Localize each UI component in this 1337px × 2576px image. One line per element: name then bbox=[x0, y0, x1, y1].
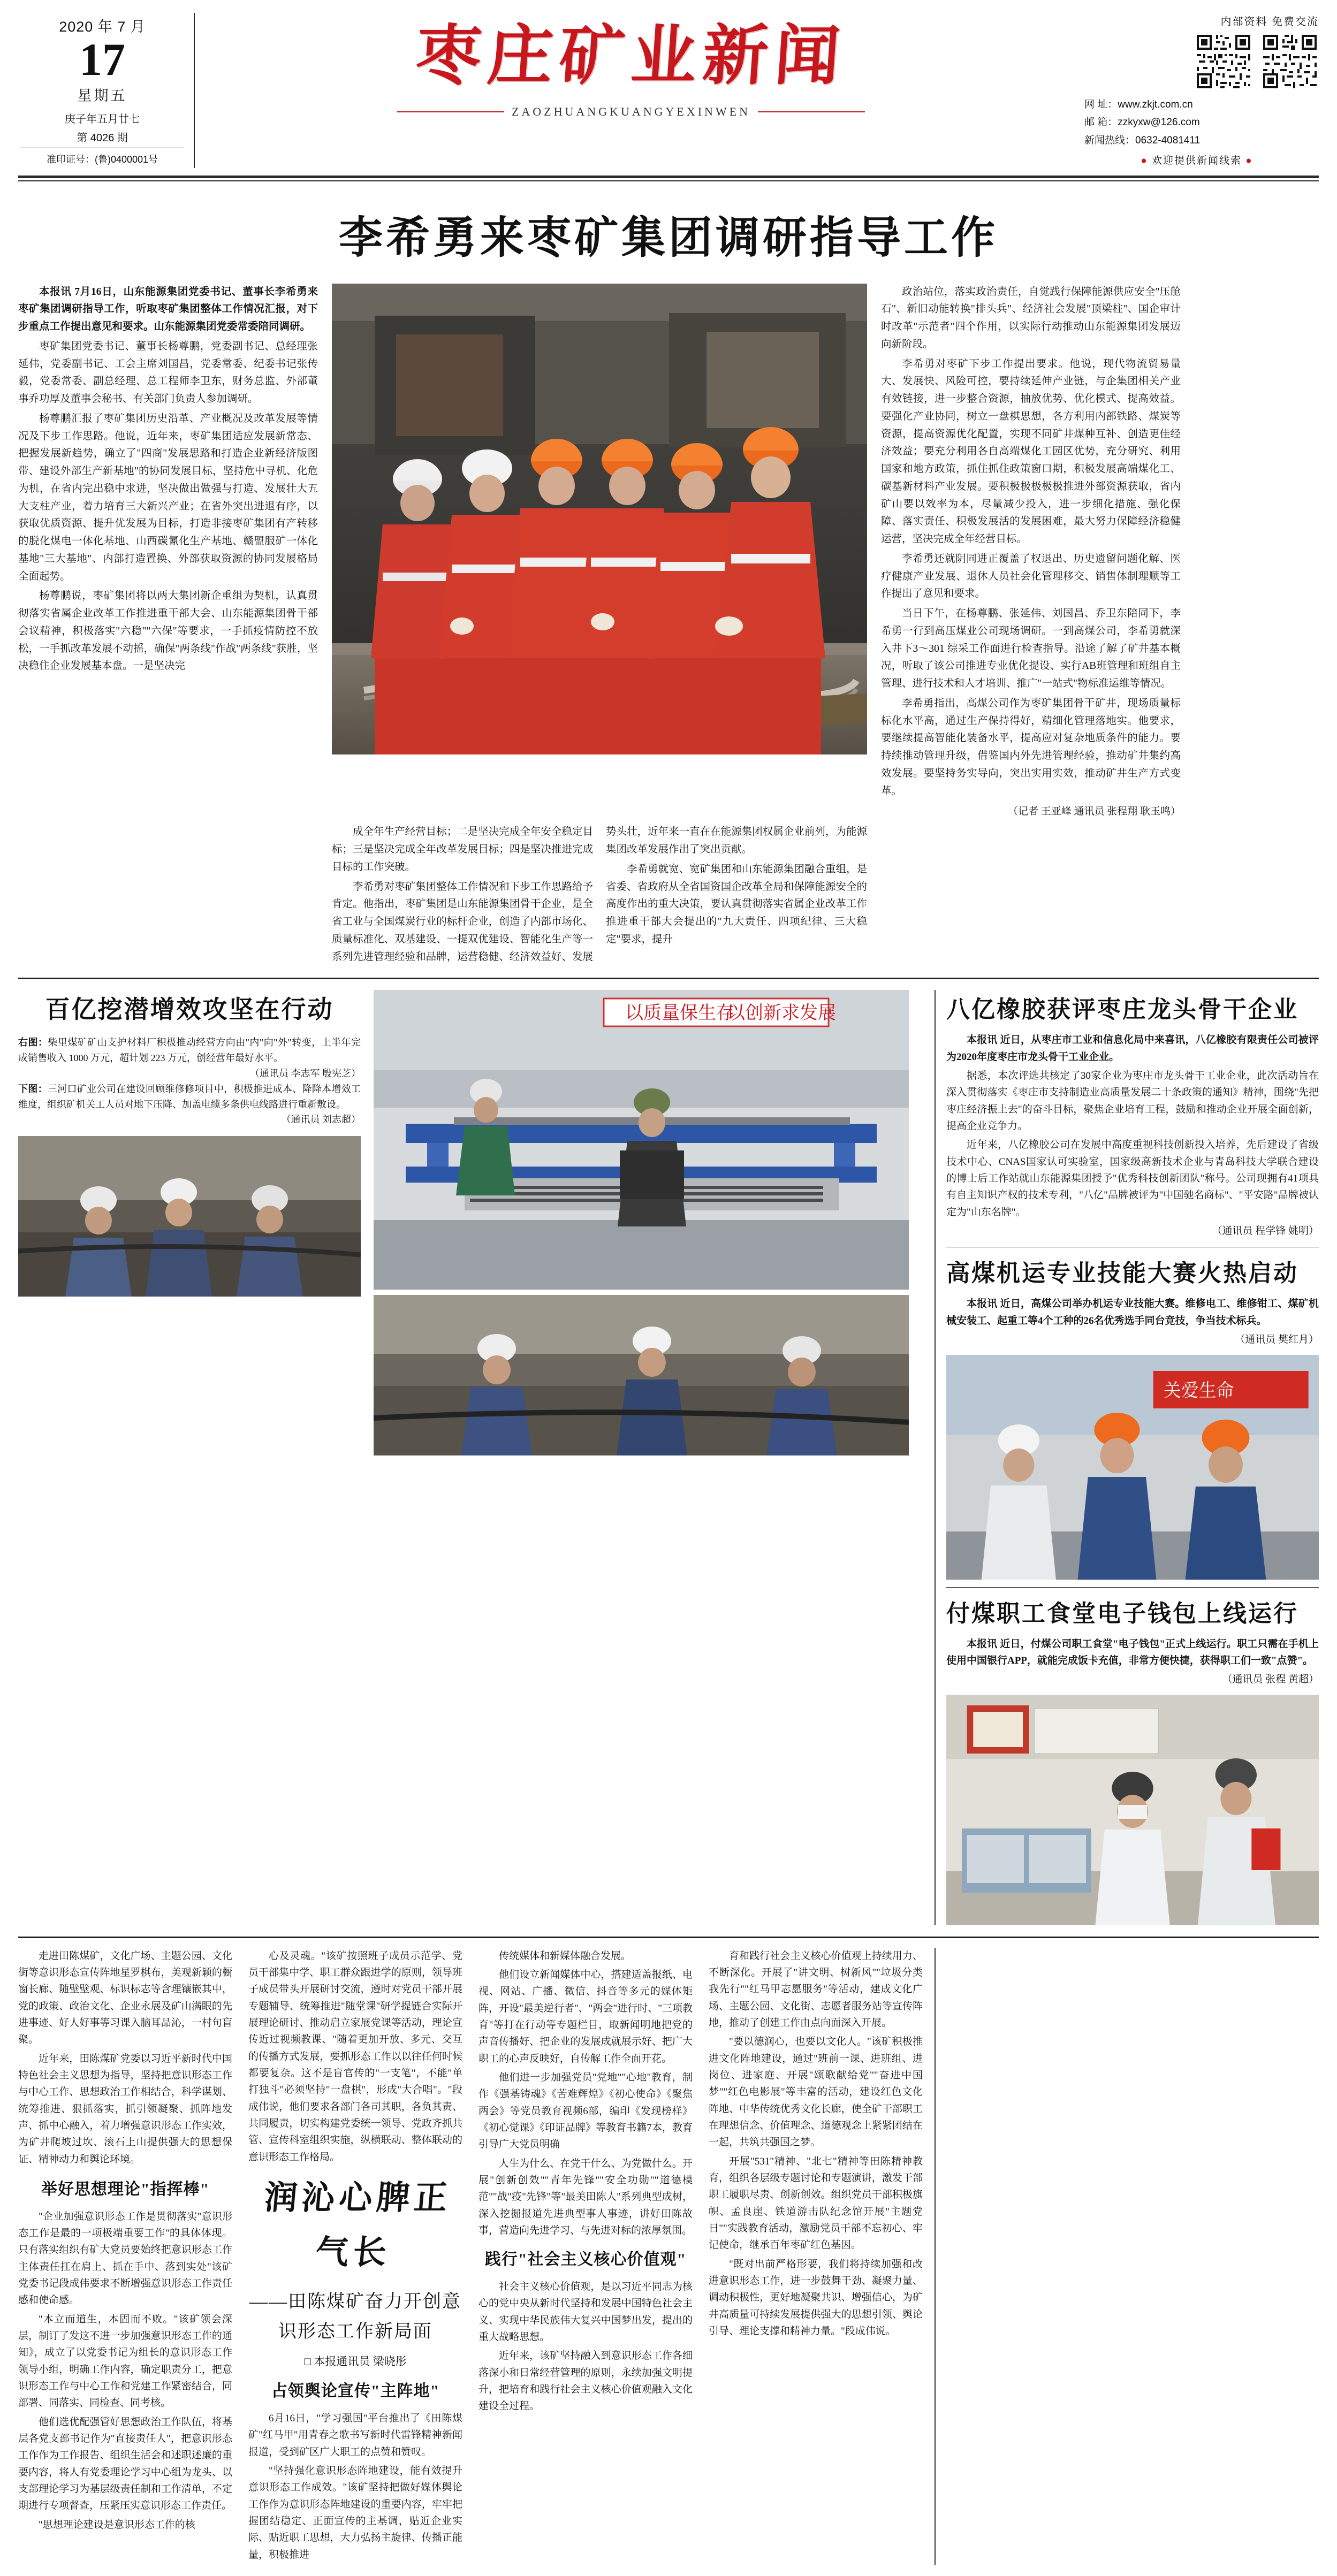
paragraph: 李希勇就宽、宽矿集团和山东能源集团融合重组，是省委、省政府从全省国资国企改革全局和保障能源安全的高度作出的重大决策，要认真贯彻落实省属企业改革工作推进重干部大会提出的"九大责任、四项纪律、三大稳定"要求，提升 bbox=[606, 863, 867, 945]
paragraph: 近年来，田陈煤矿党委以习近平新时代中国特色社会主义思想为指导，坚持把意识形态工作与中心工作、思想政治工作相结合，科学谋划、统筹推进、狠抓落实，抓引领凝聚、抓阵地发声、抓中心融入，着力增强意识形态工作实效，为矿井爬坡过坎、滚石上山提供强大的思想保证、精神动力和舆论环境。 bbox=[18, 2053, 232, 2165]
paragraph: 李希勇对枣矿下步工作提出要求。他说，现代物流贸易量大、发展快、风险可控，要持续延伸产业链，与企集团相关产业有效链接，进一步整合资源，抽放优势、优化模式、提高效益。要强化产业协同，树立一盘棋思想，各方利用内部铁路、煤炭等资源，提高资源优化配置，实现不同矿井煤种互补、创造更佳经济效益；要充分利用各自高端煤化工园区优势，充分研究、利用国家和地方政策，抓住抓住政策窗口期，积极发展高端煤化工、碳基新材料产业发展。要积极极极极极推进外部资源获取，省内矿山要以效率为本，尽量减少投入，进一步细化措施、强化保障、落实责任、积极发展活的发展困难，最大努力保障经济稳健运营，坚决完成全年经营目标。 bbox=[881, 358, 1181, 545]
feature-brush-title: 润沁心脾正气长 bbox=[262, 2180, 453, 2272]
qr-code-row bbox=[1075, 33, 1319, 90]
paragraph: 人生为什么、在党干什么、为党做什么。开展"创新创效""青年先锋""安全功勋""道德模范""战"疫"先锋"等"最美田陈人"系列典型成树，深入挖掘报道先进典型事人事迹，讲好田陈故事，营造向先进学习、与先进对标的浓厚氛围。 bbox=[478, 2158, 693, 2237]
cable-laying-photo-graphic bbox=[374, 1295, 909, 1455]
cable-work-photo bbox=[18, 1136, 361, 1297]
cable-laying-photo bbox=[374, 1295, 909, 1455]
workshop-photo-graphic bbox=[374, 990, 909, 1290]
paragraph: 杨尊鹏说，枣矿集团将以两大集团新企重组为契机，认真贯彻落实省属企业改革工作推进重干部大会、山东能源集团骨干部会议精神，积极落实"六稳""六保"等要求，一手抓疫情防控不放松，一手抓改革发展不动摇，确保"两条线"作战"两条线"获胜，坚决稳住企业发展基本盘。一是坚决完 bbox=[18, 590, 318, 672]
section-divider bbox=[18, 978, 1319, 979]
hotline-value: ：0632-4081411 bbox=[1125, 134, 1201, 146]
svg-text:关爱生命: 关爱生命 bbox=[1164, 1381, 1234, 1401]
paragraph: 杨尊鹏汇报了枣矿集团历史沿革、产业概况及改革发展等情况及下步工作思路。他说，近年来，枣矿集团适应发展新常态、把握发展新趋势，确立了"四商"发展思路和打造企业新经济版图带、建设外部生产新基地"的协同发展目标，坚持危中寻机、化危为机，在省内完出稳中求进，坚决做出做强与打造、发展壮大五大支柱产业，着力培育三大新兴产业；在省外突出进退有序，以获取优质资源、提升优发展为目标，打造非接枣矿集团有产转移的脱化煤电一体化基地、山西碳氰化生产基地、赣盟服矿一体化基地"三大基地"、内部打造置换、外部获取资源的协同发展格局全面起势。 bbox=[18, 413, 318, 582]
paragraph: 近年来，该矿坚持融入到意识形态工作各细落深小和日常经营管理的原则，永续加强文明提升，把培育和践行社会主义核心价值观融入文化建设全过程。 bbox=[478, 2350, 693, 2412]
internal-material-note: 内部资料 免费交流 bbox=[1220, 16, 1319, 28]
bullet-left-icon: ● bbox=[1141, 155, 1148, 166]
masthead-date-block bbox=[18, 13, 195, 168]
paragraph: 政治站位，落实政治责任，自觉践行保障能源供应安全"压舱石"、新旧动能转换"排头兵"、经济社会发展"顶梁柱"、国企审计时改革"示范者"四个作用，以实际行动推动山东能源集团发展迈向新阶段。 bbox=[881, 286, 1181, 350]
middle-region bbox=[18, 990, 1319, 1924]
lead-headline: 李希勇来枣矿集团调研指导工作 bbox=[338, 213, 998, 262]
paragraph: 他们进一步加强党员"党地""心地"教育，制作《强基铸魂》《苦难辉煌》《初心使命》《聚焦两会》等党员教育视频6部，编印《发现榜样》《初心觉课》《印证品牌》等教育书籍7本，教育引导广大党员明确 bbox=[478, 2071, 693, 2151]
hotline-row bbox=[1084, 132, 1319, 149]
paragraph: "企业加强意识形态工作是贯彻落实"意识形态工作是最的一项极端重要工作"的具体体现。只有落实组织有矿大党员要始终把意识形态工作主体责任扛在肩上、抓在手中、落到实处"该矿党委书记段成伟要求不断增强意识形态工作责任感和使命感。 bbox=[18, 2211, 232, 2306]
rule-left bbox=[397, 111, 504, 112]
canteen-photo-graphic bbox=[946, 1695, 1319, 1925]
paragraph: 传统媒体和新媒体融合发展。 bbox=[499, 1950, 632, 1962]
paragraph: 李希勇指出，高煤公司作为枣矿集团骨干矿井，现场质量标标化水平高，通过生产保持得好，精细化管理落地实。他要求，要继续提高智能化装备水平，提高应对复杂地质条件的能力。要持续推动管理升级，借鉴国内外先进管理经验，推动矿井集约高效发展。要坚持务实导向，突出实用实效，推动矿井生产方式变革。 bbox=[881, 697, 1181, 797]
masthead bbox=[18, 10, 1319, 173]
feature-author: □ 本报通讯员 梁晓彤 bbox=[304, 2354, 407, 2368]
contact-info bbox=[1075, 96, 1319, 149]
paragraph: 李希勇还就阴同进正覆盖了权退出、历史遗留问题化解、医疗健康产业发展、退休人员社会化管理移交、销售体制理顺等工作提出了意见和要求。 bbox=[881, 553, 1181, 600]
masthead-pinyin-row bbox=[200, 105, 1062, 119]
paragraph: "本立而道生，本固而不败。"该矿领会深层，制订了发这不进一步加强意识形态工作的通知》，成立了以党委书记为组长的意识形态工作领导小组，明确工作内容，确定职责分工，把意识形态工作与中心工作和党建工作紧密结合，同部署、同落实、同检查、同考核。 bbox=[18, 2313, 232, 2409]
cable-work-photo-graphic bbox=[18, 1136, 361, 1297]
paragraph: 据悉，本次评选共核定了30家企业为枣庄市龙头骨干工业企业，此次活动旨在深入贯彻落实《枣庄市支持制造业高质量发展二十条政策的通知》精神，围绕"先把枣庄经济振上去"的奋斗目标，聚焦企业培育工程，鼓励和推动企业开展全面创新，提高企业竞争力。 bbox=[946, 1070, 1319, 1132]
publication-date: 2020 年 7 月 bbox=[59, 19, 146, 35]
feature-sub-head-2: 占领舆论宣传"主阵地" bbox=[271, 2382, 440, 2400]
paragraph-text: 本报讯 近日，高煤公司举办机运专业技能大赛。维修电工、维修钳工、煤矿机械安装工、起重工等4个工种的26名优秀选手同台竞技，争当技术标兵。 bbox=[946, 1298, 1319, 1327]
paragraph-text: 本报讯 近日，从枣庄市工业和信息化局中来喜讯，八亿橡胶有限责任公司被评为2020年度枣庄市龙头骨干工业企业。 bbox=[946, 1034, 1319, 1063]
paragraph: 枣矿集团党委书记、董事长杨尊鹏，党委副书记、总经理张延伟，党委副书记、工会主席刘国昌，党委常委、纪委书记张传毅，党委常委、副总经理、总工程师李卫东，财务总监、外部董事乔功厚及董事会秘书、有关部门负责人参加调研。 bbox=[18, 340, 318, 405]
qr-code-wechat[interactable] bbox=[1195, 33, 1252, 90]
paragraph bbox=[18, 284, 318, 336]
campaign-title: 百亿挖潜增效攻坚在行动 bbox=[45, 996, 334, 1024]
masthead-title-block bbox=[195, 13, 1067, 119]
masthead-divider-thick bbox=[18, 176, 1319, 178]
email-label: 邮 箱 bbox=[1084, 117, 1108, 128]
publication-weekday: 星期五 bbox=[77, 87, 127, 104]
canteen-article-title: 付煤职工食堂电子钱包上线运行 bbox=[946, 1600, 1298, 1627]
issue-number: 第 4026 期 bbox=[77, 132, 128, 144]
paragraph: "坚持强化意识形态阵地建设，能有效提升意识形态工作成效。"该矿坚持把做好媒体舆论工作作为意识形态阵地建设的重要内容，牢牢把握团结稳定、正面宣传的主基调，贴近企业实际、贴近职工思想，大力弘扬主旋律、传播正能量，积极推进 bbox=[248, 2465, 462, 2560]
bottom-right-column bbox=[935, 1948, 1319, 2565]
rubber-article-byline: （通讯员 程学锋 姚明） bbox=[1212, 1225, 1319, 1237]
caption-down bbox=[18, 1081, 361, 1127]
skill-contest-photo bbox=[946, 1355, 1319, 1580]
publication-day: 17 bbox=[79, 34, 125, 85]
lead-photo-column bbox=[332, 284, 867, 821]
caption-right-text: 柴里煤矿矿山支护材料厂积极推动经营方向由"内"向"外"转变，上半年完成销售收入 1000 万元，超计划 223 万元，创经营年最好水平。 bbox=[18, 1037, 361, 1064]
quality-banner-photo-block bbox=[374, 990, 909, 1455]
canteen-article-byline: （通讯员 张程 黄超） bbox=[1222, 1674, 1319, 1686]
qr-code-website[interactable] bbox=[1261, 33, 1319, 90]
skill-contest-byline: （通讯员 樊红月） bbox=[1235, 1334, 1319, 1346]
paragraph bbox=[946, 1032, 1319, 1065]
paragraph: 李希勇对枣矿集团整体工作情况和下步工作思路给予肯定。他指出，枣矿集团是山东能源集团骨干企业，是全省工业与全国煤炭行业的标杆企业，创造了内部市场化、质量标准化、双基建设、一提双优建设、智能化生产等一系列先进管理经验和品牌，运营稳健、经济效益好、发展势头壮，近年来一直在在能源集团权属企业前列，为能源集团改革发展作出了突出贡献。 bbox=[332, 826, 867, 963]
paragraph: 成全年生产经营目标；二是坚决完成全年安全稳定目标；三是坚决完成全年改革发展目标；四是坚决推进完成目标的工作突破。 bbox=[332, 826, 593, 873]
canteen-article-body bbox=[946, 1636, 1319, 1688]
section-divider-2 bbox=[18, 1937, 1319, 1938]
skill-contest-title: 高煤机运专业技能大赛火热启动 bbox=[946, 1260, 1298, 1287]
caption-right-byline: （通讯员 李志军 殷宪芝） bbox=[250, 1068, 361, 1079]
paragraph: 当日下午，在杨尊鹏、张延伟、刘国昌、乔卫东陪同下，李希勇一行到高压煤业公司现场调研。一到高煤公司，李希勇就深入井下3～301 综采工作面进行检查指导。沿途了解了矿井基本概况，听取了该公司推进专业优化提设、实行AB班管理和班组自主管理、进行技术和人才培训、推广"一站式"物标准运维等情况。 bbox=[881, 608, 1181, 690]
feature-col-3 bbox=[478, 1948, 693, 2565]
news-tip-text: 欢迎提供新闻线索 bbox=[1151, 155, 1242, 166]
rule-right bbox=[758, 111, 865, 112]
website-value[interactable]: ：www.zkjt.com.cn bbox=[1107, 99, 1193, 110]
campaign-block bbox=[18, 990, 361, 1455]
lead-article bbox=[18, 284, 1319, 821]
skill-contest-photo-graphic bbox=[946, 1355, 1319, 1580]
feature-brush-subtitle: ——田陈煤矿奋力开创意识形态工作新局面 bbox=[249, 2291, 461, 2342]
paragraph: 他们设立新闻媒体中心，搭建适盖报纸、电视、网站、广播、微信、抖音等多元的媒体矩阵，开设"最美逆行者"、"两会"进行时、"三项教育"等打在行动等专题栏目，取新闻明地把党的声音传播好、把企业的发展成就展示好、把广大职工的心声反映好，自传解工作全面开花。 bbox=[478, 1969, 693, 2064]
lead-col-1 bbox=[18, 284, 318, 821]
feature-col-4 bbox=[709, 1948, 923, 2565]
paragraph-text: 本报讯 7月16日，山东能源集团党委书记、董事长李希勇来枣矿集团调研指导工作，听取枣矿集团整体工作情况汇报，对下步重点工作提出意见和要求。山东能源集团党委常委陪同调研。 bbox=[18, 286, 318, 333]
website-row bbox=[1084, 96, 1319, 113]
masthead-divider-thin bbox=[18, 180, 1319, 181]
middle-right-column bbox=[935, 990, 1319, 1924]
paragraph: 心及灵魂。"该矿按照班子成员示范学、党员干部集中学、职工群众跟进学的原则，领导班子成员带头开展研讨交流，遵时对党员干部开展专题辅导、统筹推进"随堂课"研学提链合实际开展理论研讨、推动启立家展党课等活动，理论宣传近过视频教课、"随着更加开放、多元、交互的传播方式发展，要抓形态工作以以往任何时候都要复杂。这不是盲官传的"一支笔"，不能"单打独斗"必须坚持"一盘棋"，形成"大合唱"。"段成伟说，他们要求各部门各司其职，各负其责、共同履责，切实构建党委统一领导、党政齐抓共管、宣传科室组织实施，纵横联动、整体联动的意识形态工作格局。 bbox=[248, 1950, 462, 2163]
rubber-article-title: 八亿橡胶获评枣庄龙头骨干企业 bbox=[946, 996, 1298, 1023]
newspaper-title-pinyin: ZAOZHUANGKUANGYEXINWEN bbox=[511, 105, 751, 119]
caption-down-text: 三河口矿业公司在建设回顾维修修项目中，积极推进成本、降降本增效工维度，组织矿机关工人员对地下压降、加盖电缆多条供电线路进行重新敷设。 bbox=[18, 1083, 361, 1110]
lead-photo bbox=[332, 284, 867, 754]
paragraph: 近年来，八亿橡胶公司在发展中高度重视科技创新投入培养，先后建设了省级技术中心、CNAS国家认可实验室，国家级高新技术企业与青岛科技大学联合建设的博士后工作站就山东能源集团授予"优秀科技创新团队"称号。公司现拥有41项具有自主知识产权的技术专利，"八亿"品牌被评为"中国驰名商标"、"平安路"品牌被认定为"山东名牌"。 bbox=[946, 1139, 1319, 1218]
paragraph: "思想理论建设是意识形态工作的核 bbox=[39, 2519, 195, 2531]
middle-left-column bbox=[18, 990, 923, 1924]
feature-col-1 bbox=[18, 1948, 232, 2565]
lead-col-3 bbox=[881, 284, 1181, 821]
feature-col-2 bbox=[248, 1948, 462, 2565]
workshop-photo bbox=[374, 990, 909, 1290]
license-number: 准印证号：(鲁)0400001号 bbox=[20, 148, 184, 166]
paragraph: "要以德润心，也要以文化人。"该矿积极推进文化阵地建设，通过"班前一课、进班组、进岗位、进家庭、开展"颂歌献给党""奋进中国梦""红色电影展"等丰富的活动，建设红色文化阵地、中华传统优秀文化长廊，使全矿干部职工在理想信念、价值理念、道德观念上紧紧团结在一起，共筑共强国之梦。 bbox=[709, 2036, 923, 2148]
caption-right-label: 右图： bbox=[18, 1037, 48, 1048]
email-row bbox=[1084, 113, 1319, 131]
bottom-region bbox=[18, 1948, 1319, 2565]
caption-right bbox=[18, 1035, 361, 1079]
lead-byline: （记者 王亚峰 通讯员 张程翔 耿玉鸣） bbox=[1007, 806, 1181, 818]
canteen-photo bbox=[946, 1695, 1319, 1925]
newspaper-title: 枣庄矿业新闻 bbox=[413, 20, 849, 93]
svg-text:以创新求发展: 以创新求发展 bbox=[727, 1003, 836, 1024]
paragraph-text: 本报讯 近日，付煤公司职工食堂"电子钱包"正式上线运行。职工只需在手机上使用中国银行APP，就能完成饭卡充值，非常方便快捷，获得职工们一致"点赞"。 bbox=[946, 1638, 1319, 1666]
lead-photo-graphic bbox=[332, 284, 867, 754]
news-tip-invite bbox=[1075, 153, 1319, 167]
bullet-right-icon: ● bbox=[1245, 155, 1253, 166]
paragraph bbox=[946, 1295, 1319, 1329]
paragraph: 育和践行社会主义核心价值观上持续用力、不断深化。开展了"讲文明、树新风""垃圾分类我先行""红马甲志愿服务"等活动，建成文化广场、主题公园、文化街、志愿者服务站等宣传阵地，推动了创建工作由点向面深入开展。 bbox=[709, 1950, 923, 2029]
paragraph: 社会主义核心价值观，是以习近平同志为核心的党中央从新时代坚持和发展中国特色社会主义、实现中华民族伟大复兴中国梦出发，提出的重大战略思想。 bbox=[478, 2281, 693, 2343]
rubber-article-body bbox=[946, 1032, 1319, 1239]
caption-down-label: 下图： bbox=[18, 1083, 48, 1094]
paragraph: 6月16日，"学习强国"平台推出了《田陈煤矿"红马甲"用青春之歌书写新时代雷锋精神新闻报道，受到矿区广大职工的点赞和赞叹。 bbox=[248, 2412, 462, 2458]
caption-down-byline: （通讯员 刘志超） bbox=[281, 1114, 361, 1125]
skill-contest-body bbox=[946, 1295, 1319, 1348]
masthead-contact-block bbox=[1067, 13, 1319, 167]
email-value[interactable]: ：zzkyxw@126.com bbox=[1107, 117, 1200, 128]
lunar-date: 庚子年五月廿七 bbox=[65, 113, 140, 125]
paragraph bbox=[946, 1636, 1319, 1670]
divider bbox=[946, 1587, 1319, 1588]
feature-sub-head-3: 践行"社会主义核心价值观" bbox=[484, 2251, 687, 2269]
svg-text:以质量保生存: 以质量保生存 bbox=[625, 1003, 734, 1024]
hotline-label: 新闻热线 bbox=[1084, 134, 1126, 146]
paragraph: 开展"531"精神、"北七"精神等田陈精神教育，组织各层级专题讨论和专题演讲，激发干部职工履职尽责、创新创效。组织党员干部积极旗帜、孟良崖、铁道游击队纪念馆开展"主题党日""实践教育活动，激励党员干部不忘初心、牢记使命，继承百年枣矿红色基因。 bbox=[709, 2155, 923, 2251]
lead-col-2 bbox=[332, 824, 867, 966]
paragraph: "既对出前严格形要，我们将持续加强和改进意识形态工作，进一步鼓舞干劲、凝聚力量、调动积极性，更好地凝聚共识、增强信心，为矿井高质量可持续发展提供强大的思想引领、舆论引导、理论支撑和精神力量。"段成伟说。 bbox=[709, 2258, 923, 2337]
website-label: 网 址 bbox=[1084, 99, 1108, 110]
paragraph: 走进田陈煤矿，文化广场、主题公园、文化街等意识形态宣传阵地星罗棋布，美观新颖的橱窗长廊、随壁壁观、标识标志等含理镶嵌其中，党的政策、政治文化、企业永展及矿山满眼的先进事迹、好人好事等习课入脑耳品沁，一村句盲聚。 bbox=[18, 1950, 232, 2046]
feature-sub-head-1: 举好思想理论"指挥棒" bbox=[41, 2181, 210, 2198]
paragraph: 他们选优配强管好思想政治工作队伍，将基层各党支部书记作为"直接责任人"，把意识形态工作作为工作报告、组织生活会和述职述廉的重要内容，将人有党委理论学习中心组为龙头、以支部理论学习为基层级责任制和工作清单，不定期进行专项督查，压紧压实意识形态工作责任。 bbox=[18, 2416, 232, 2512]
feature-article bbox=[18, 1948, 923, 2565]
lead-caption-row bbox=[18, 824, 1319, 966]
